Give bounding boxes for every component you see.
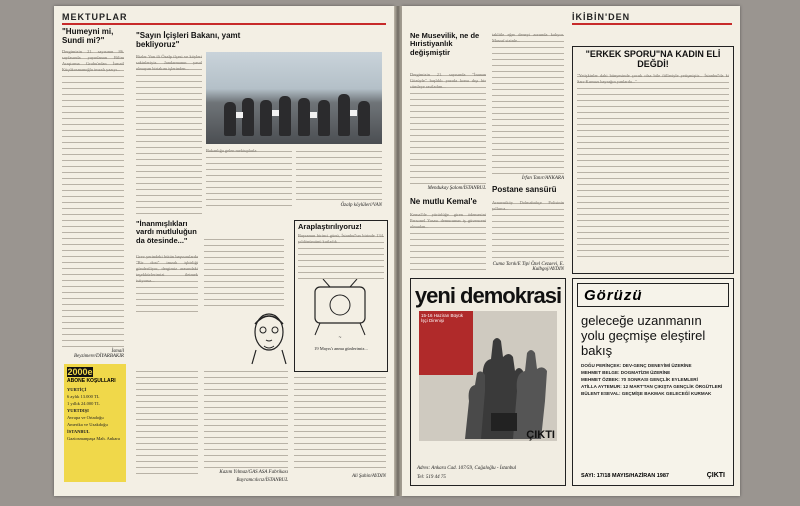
letter-body-continued xyxy=(294,374,386,470)
goruzu-bullet: MEHMET BELGE: DOGMATİZM ÜZERİNE xyxy=(581,370,671,375)
letter-body xyxy=(62,49,124,349)
letter-arap-box xyxy=(294,220,388,372)
editorial-lead: "Yetişkinler dahi bünyesinde çocuk olsa bile fiilleriyle yetişmiştir... İstanbul'da ki Sarı-Kırmızı bayrağın yanlarda..." xyxy=(577,73,729,261)
subscription-line: YURTİÇİ xyxy=(67,387,87,392)
left-page xyxy=(54,6,394,496)
cartoon-caption: 19 Mayıs'ı anma günlerimiz... xyxy=(314,346,368,352)
letter-signature: Kazım Yılmaz/GAS ASA Fabrikası xyxy=(219,470,288,475)
letter-body-continued xyxy=(204,368,288,468)
poster-date: 15-16 Haziran Büyük İşçi Direnişi xyxy=(419,311,473,375)
cartoon-face xyxy=(244,306,294,366)
goruzu-badge: ÇIKTI xyxy=(706,472,725,479)
goruzu-bullet: DOĞU PERİNÇEK: DEV-GENÇ DENEYİMİ ÜZERİNE xyxy=(581,363,692,368)
letter-lead: Bayramın birinci günü, İstanbul'un birinde 134. yıldönümünü kutladık... xyxy=(298,233,384,279)
letter-headline: "İnanmışlıkları vardı mutluluğun da ötesinde..." xyxy=(136,219,197,245)
tv-cartoon xyxy=(305,279,375,341)
svg-text:~: ~ xyxy=(338,335,342,342)
letter-musevilik xyxy=(410,32,486,57)
letter-inanmis xyxy=(136,220,206,245)
letter-body xyxy=(410,72,486,184)
letter-body xyxy=(492,200,564,260)
letter-lead: Kemal'de yürürlüğe giren ödemesini Personel Yasası demurunun iş güvenceni olmadan... xyxy=(410,212,486,272)
letter-body xyxy=(295,233,387,279)
photo-caption: Bakanlığa gelen mektuplarla xyxy=(206,148,292,210)
right-page xyxy=(402,6,740,496)
goruzu-bullet: MEHMET ÖZBEK: 70 SONRASI GENÇLİK EYLEMLERİ xyxy=(581,377,698,382)
letter-body xyxy=(136,254,198,314)
subscription-title: ABONE KOŞULLARI xyxy=(67,378,116,384)
letter-signature: Mendukay Şalom/İSTANBUL xyxy=(427,186,486,191)
letter-signature: Cuma Tarık/E Tipi Özel Cezaevi, E. Kulbgoj/AYDIN xyxy=(492,262,564,272)
subscription-line: Gaziosmanpaşa Mah. Ankara xyxy=(67,436,120,441)
letter-body-continued xyxy=(204,236,284,306)
yeni-demokrasi-phone: Tel: 519 44 75 xyxy=(417,475,446,480)
yeni-demokrasi-title: yeni demokrasi xyxy=(414,283,562,308)
yeni-demokrasi-ad xyxy=(410,278,566,486)
letter-signature-extra: Bayramcılıcız/İSTANBUL xyxy=(236,478,288,483)
letter-lead: Dergimizin 21. sayısında "İnanan Gözüyle" başlıklı yazıda konu dışı bir cümleye rastladım... xyxy=(410,72,486,184)
goruzu-bullets xyxy=(573,360,733,399)
letter-lead: Arnavutköy Dolmabahçe Polisinin yıllarca... xyxy=(492,200,564,260)
letter-signature: İrfan Tanır/ANKARA xyxy=(521,176,564,181)
yeni-demokrasi-badge: ÇIKTI xyxy=(526,429,555,441)
editorial-headline: "ERKEK SPORU"NA KADIN ELİ DEĞDİ! xyxy=(585,49,721,69)
section-label: İKİBİN'DEN xyxy=(572,12,631,22)
subscription-line: YURTDIŞI xyxy=(67,408,89,413)
subscription-line: Avrupa ve Ortadoğu xyxy=(67,415,104,420)
letter-headline: "Sayın İçişleri Bakanı, yamt bekliyoruz" xyxy=(136,31,241,49)
letter-signature: Ali Şahin/AYDIN xyxy=(351,474,386,479)
letter-signature: Özalp köylüleri/VAN xyxy=(340,203,382,208)
magazine-gutter xyxy=(394,6,402,496)
poster-image xyxy=(419,311,557,441)
raised-fists-image xyxy=(463,321,553,439)
section-label: MEKTUPLAR xyxy=(62,12,128,22)
letter-body-continued xyxy=(206,148,292,210)
goruzu-ad xyxy=(572,278,734,486)
group-photo xyxy=(206,52,382,144)
letter-icisleri-headline-wrap xyxy=(136,32,276,50)
subscription-line: Amerika ve Uzakdoğu xyxy=(67,422,108,427)
letter-lead: Bizler Van ili Özalp ilçesi ve köyleri sakinleriyiz. Jandarmanın yasal olmayan birtakım işlerinden... xyxy=(136,54,202,214)
goruzu-issue: SAYI: 17/18 MAYIS/HAZİRAN 1987 xyxy=(581,473,669,479)
letter-headline: Ne mutlu Kemal'e xyxy=(410,197,477,206)
yeni-demokrasi-address: Adres: Ankara Cad. 107/59, Cağaloğlu - İstanbul xyxy=(417,466,517,471)
subscription-box xyxy=(64,364,126,482)
letter-headline: "Humeyni mi, Sundi mi?" xyxy=(62,27,114,45)
goruzu-tagline: geleceğe uzanmanın yolu geçmişe eleştirel bakış xyxy=(581,313,706,358)
letter-signature: İsmail Beyzimere/DİYARBAKIR xyxy=(73,348,124,359)
subscription-logo: 2000e xyxy=(67,367,93,377)
subscription-line: 1 yıllık 24.000 TL xyxy=(67,401,100,406)
letter-body xyxy=(492,32,564,174)
goruzu-masthead-box xyxy=(577,283,729,307)
letter-body xyxy=(410,212,486,272)
letter-body-continued xyxy=(136,368,198,478)
letter-headline: Ne Musevilik, ne de Hıristiyanlık değişmiştir xyxy=(410,31,480,57)
goruzu-bullet: BÜLENT ESEVAL: GEÇMİŞE BAKMAK GELECEĞİ KURMAK xyxy=(581,391,712,396)
section-rule xyxy=(62,23,386,25)
letter-lead: taklitle eğer deneyi zorunda kalıyor. Masraf sizinle... xyxy=(492,32,564,174)
letter-lead: Dergimizin 21. sayısının 86. sayfasında yayınlanan Bilim Araştırma Grubu'ndan İsmail Küçükosmanoğlu imzalı yazıyı... xyxy=(62,49,124,349)
letter-lead: Grev yerindeki bütün başvurularda "Bir dost" imzalı işbirliği gönderiliyor, dergimiz arasındaki teşekkürlerimizi iletmek istiyoruz... xyxy=(136,254,198,314)
letter-body-continued xyxy=(296,148,382,200)
letter-body xyxy=(136,54,202,214)
letter-humeyni xyxy=(62,28,124,358)
editorial-body xyxy=(573,73,733,261)
letter-headline: Araplaştırılıyoruz! xyxy=(298,222,362,231)
subscription-line: 6 aylık 13.000 TL xyxy=(67,394,100,399)
goruzu-bullet: ATİLLA AYTEMUR: 12 MART'TAN ÇIKIŞTA GENÇLİK ÖRGÜTLERİ xyxy=(581,384,723,389)
subscription-line: İSTANBUL xyxy=(67,429,90,434)
letter-headline: Postane sansürü xyxy=(492,185,557,194)
editorial-box xyxy=(572,46,734,274)
goruzu-masthead: Görüzü xyxy=(584,286,643,304)
section-rule xyxy=(572,23,732,25)
